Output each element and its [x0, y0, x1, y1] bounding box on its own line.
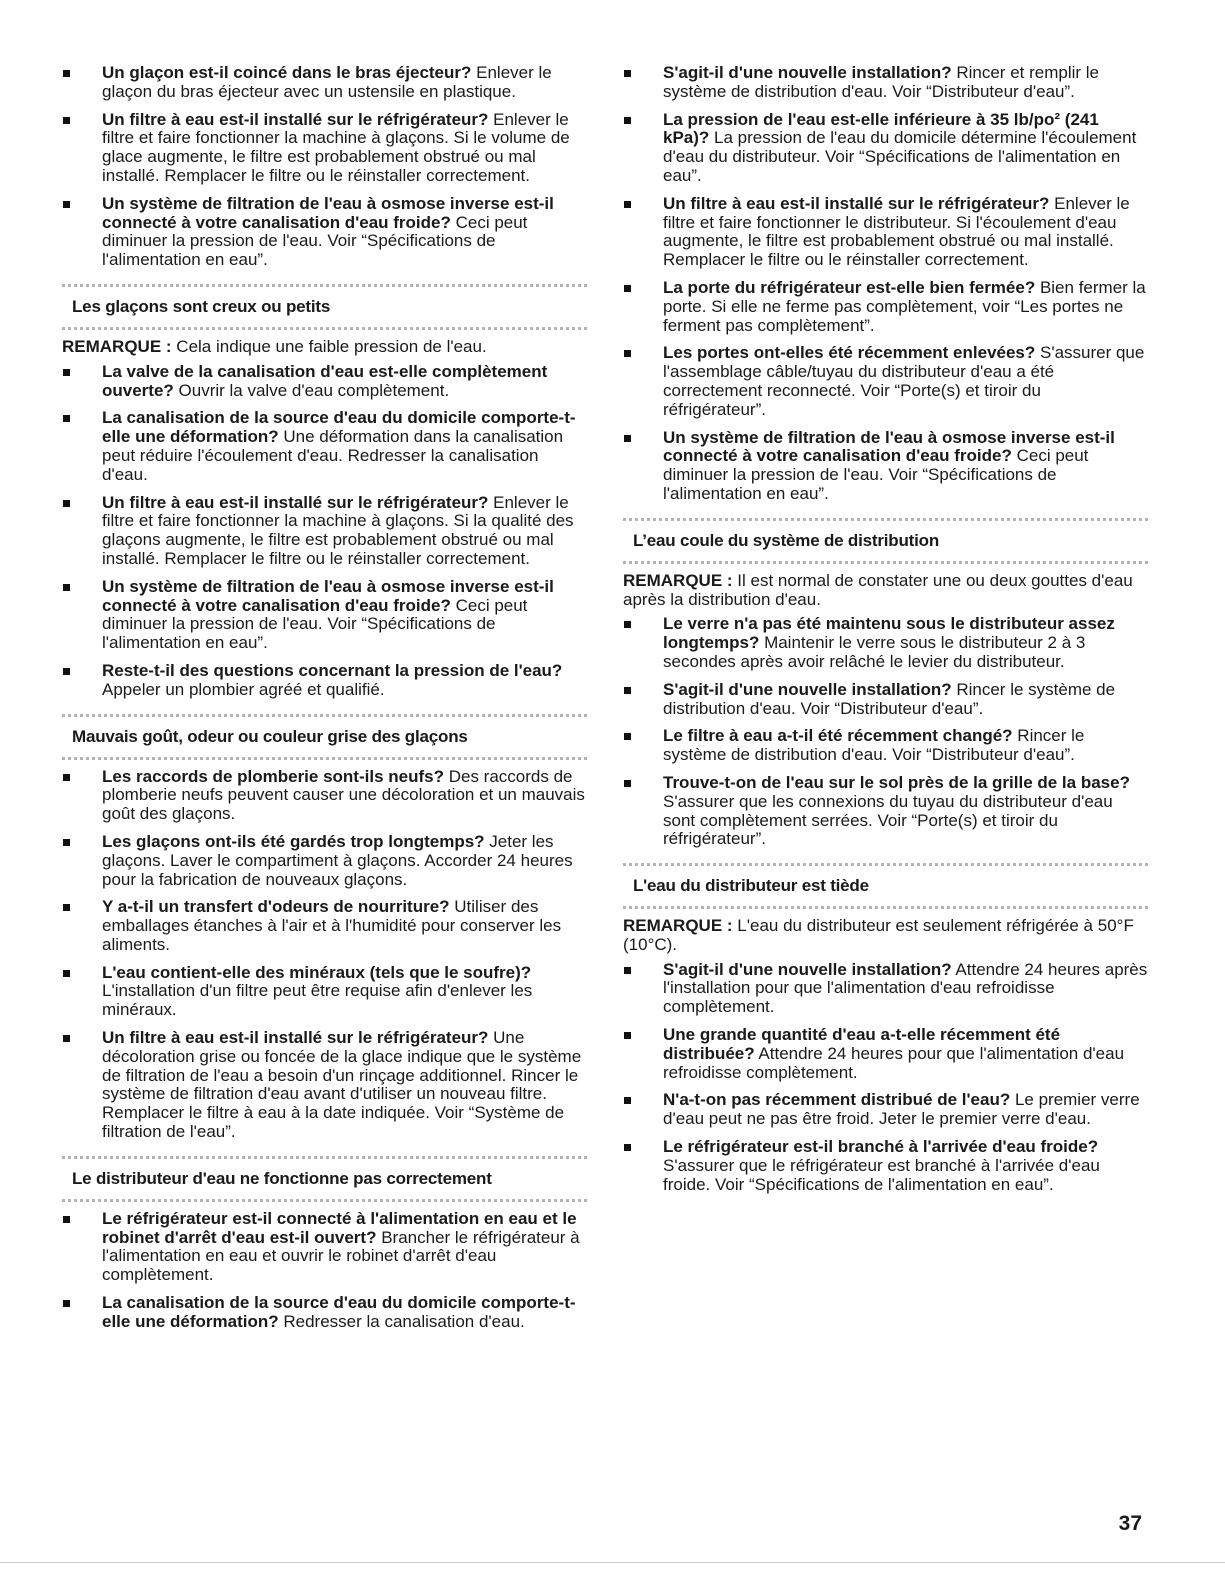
square-bullet-icon: [63, 415, 70, 422]
item-question: Un système de filtration de l'eau à osmose inverse est-il connecté à votre canalisation d'eau froide?: [663, 427, 1115, 466]
item-answer: Utiliser des emballages étanches à l'air et à l'humidité pour conserver les aliments.: [102, 897, 562, 954]
item-answer: Appeler un plombier agréé et qualifié.: [102, 679, 385, 699]
note-text: Cela indique une faible pression de l'eau.: [171, 336, 487, 356]
square-bullet-icon: [63, 70, 70, 77]
square-bullet-icon: [63, 970, 70, 977]
troubleshooting-item: [62, 494, 587, 569]
item-question: La pression de l'eau est-elle inférieure à 35 lb/po² (241 kPa)?: [663, 109, 1099, 148]
item-question: La canalisation de la source d'eau du domicile comporte-t-elle une déformation?: [102, 408, 576, 447]
troubleshooting-item: [62, 1029, 587, 1142]
item-answer: Enlever le glaçon du bras éjecteur avec un ustensile en plastique.: [102, 63, 552, 101]
item-answer: Enlever le filtre et faire fonctionner la machine à glaçons. Si le volume de glace augmente, le filtre est probablement obstrué ou mal installé. Remplacer le filtre ou le réinstaller correctement.: [102, 109, 570, 185]
item-question: Reste-t-il des questions concernant la pression de l'eau?: [102, 660, 563, 680]
item-answer: Des raccords de plomberie neufs peuvent causer une décoloration et un mauvais goût des glaçons.: [102, 766, 585, 824]
troubleshooting-item: [623, 195, 1148, 270]
troubleshooting-item: [62, 768, 587, 824]
section-heading: Mauvais goût, odeur ou couleur grise des glaçons: [62, 714, 587, 760]
item-question: Un système de filtration de l'eau à osmose inverse est-il connecté à votre canalisation d'eau froide?: [102, 193, 554, 232]
square-bullet-icon: [624, 117, 631, 124]
item-answer: Ceci peut diminuer la pression de l'eau. Voir “Spécifications de l'alimentation en eau”.: [102, 595, 528, 653]
item-question: Une grande quantité d'eau a-t-elle récemment été distribuée?: [663, 1025, 1061, 1063]
square-bullet-icon: [63, 774, 70, 781]
square-bullet-icon: [624, 967, 631, 974]
troubleshooting-item: [62, 662, 587, 700]
note-paragraph: [623, 917, 1148, 955]
item-question: Le réfrigérateur est-il connecté à l'alimentation en eau et le robinet d'arrêt d'eau est-il ouvert?: [102, 1208, 577, 1247]
item-answer: Ouvrir la valve d'eau complètement.: [173, 380, 450, 400]
item-question: La canalisation de la source d'eau du domicile comporte-t-elle une déformation?: [102, 1293, 576, 1331]
item-question: Trouve-t-on de l'eau sur le sol près de la grille de la base?: [663, 772, 1130, 792]
item-question: Les portes ont-elles été récemment enlevées?: [663, 343, 1036, 363]
note-text: L'eau du distributeur est seulement réfrigérée à 50°F (10°C).: [623, 916, 1134, 954]
square-bullet-icon: [624, 1097, 631, 1104]
square-bullet-icon: [63, 668, 70, 675]
item-question: Les raccords de plomberie sont-ils neufs?: [102, 766, 444, 786]
troubleshooting-item: [62, 363, 587, 401]
square-bullet-icon: [624, 201, 631, 208]
note-text: Il est normal de constater une ou deux gouttes d'eau après la distribution d'eau.: [623, 570, 1133, 609]
item-question: N'a-t-on pas récemment distribué de l'eau?: [663, 1090, 1011, 1110]
troubleshooting-item: [623, 1026, 1148, 1082]
item-question: Les glaçons ont-ils été gardés trop longtemps?: [102, 831, 485, 851]
right-column: [623, 64, 1148, 1203]
troubleshooting-item: [623, 727, 1148, 765]
item-question: Le verre n'a pas été maintenu sous le distributeur assez longtemps?: [663, 614, 1115, 653]
troubleshooting-item: [623, 1091, 1148, 1129]
troubleshooting-item: [623, 344, 1148, 419]
troubleshooting-item: [623, 1138, 1148, 1194]
troubleshooting-item: [62, 833, 587, 889]
item-question: S'agit-il d'une nouvelle installation?: [663, 679, 952, 699]
square-bullet-icon: [624, 70, 631, 77]
troubleshooting-item: [62, 1294, 587, 1332]
note-paragraph: [62, 338, 587, 357]
item-answer: La pression de l'eau du domicile détermine l'écoulement d'eau du distributeur. Voir “Spécifications de l'alimentation en eau”.: [663, 128, 1137, 185]
item-answer: S'assurer que l'assemblage câble/tuyau du distributeur d'eau a été correctement reconnecté. Voir “Porte(s) et tiroir du réfrigérateur”.: [663, 343, 1145, 419]
troubleshooting-item: [623, 961, 1148, 1017]
square-bullet-icon: [63, 1216, 70, 1223]
troubleshooting-item: [62, 409, 587, 484]
item-question: S'agit-il d'une nouvelle installation?: [663, 63, 952, 82]
square-bullet-icon: [624, 435, 631, 442]
troubleshooting-item: [62, 195, 587, 270]
section-heading: L'eau du distributeur est tiède: [623, 863, 1148, 909]
square-bullet-icon: [63, 369, 70, 376]
troubleshooting-item: [623, 774, 1148, 849]
square-bullet-icon: [624, 733, 631, 740]
item-answer: Rincer et remplir le système de distribution d'eau. Voir “Distributeur d'eau”.: [663, 63, 1099, 101]
item-answer: Enlever le filtre et faire fonctionner la machine à glaçons. Si la qualité des glaçons augmente, le filtre est probablement obstrué ou mal installé. Remplacer le filtre ou le réinstaller correctement.: [102, 492, 574, 568]
item-question: L'eau contient-elle des minéraux (tels que le soufre)?: [102, 962, 532, 982]
item-answer: Enlever le filtre et faire fonctionner le distributeur. Si l'écoulement d'eau augmente, le filtre est probablement obstrué ou mal installé. Remplacer le filtre ou le réinstaller correctement.: [663, 193, 1130, 270]
troubleshooting-item: [62, 1210, 587, 1285]
troubleshooting-item: [623, 429, 1148, 504]
troubleshooting-item: [62, 111, 587, 186]
item-question: Y a-t-il un transfert d'odeurs de nourriture?: [102, 897, 450, 917]
note-label: REMARQUE :: [623, 570, 733, 590]
square-bullet-icon: [63, 117, 70, 124]
square-bullet-icon: [63, 1300, 70, 1307]
item-answer: Rincer le système de distribution d'eau. Voir “Distributeur d'eau”.: [663, 726, 1085, 765]
section-heading: Les glaçons sont creux ou petits: [62, 284, 587, 330]
item-answer: Attendre 24 heures après l'installation pour que l'alimentation d'eau refroidisse complètement.: [663, 959, 1148, 1017]
square-bullet-icon: [624, 1032, 631, 1039]
item-question: Le filtre à eau a-t-il été récemment changé?: [663, 726, 1013, 746]
section-heading: Le distributeur d'eau ne fonctionne pas correctement: [62, 1156, 587, 1202]
troubleshooting-item: [623, 111, 1148, 186]
square-bullet-icon: [63, 904, 70, 911]
troubleshooting-item: [623, 681, 1148, 719]
item-answer: Jeter les glaçons. Laver le compartiment à glaçons. Accorder 24 heures pour la fabrication de nouveaux glaçons.: [102, 831, 573, 889]
item-answer: Ceci peut diminuer la pression de l'eau. Voir “Spécifications de l'alimentation en eau”.: [663, 446, 1089, 503]
note-paragraph: [623, 572, 1148, 610]
item-question: Un filtre à eau est-il installé sur le réfrigérateur?: [102, 1028, 489, 1048]
item-answer: S'assurer que les connexions du tuyau du distributeur d'eau sont complètement serrées. Voir “Porte(s) et tiroir du réfrigérateur”.: [663, 791, 1113, 849]
section-heading: L’eau coule du système de distribution: [623, 518, 1148, 564]
item-question: Un filtre à eau est-il installé sur le réfrigérateur?: [102, 109, 489, 129]
item-question: S'agit-il d'une nouvelle installation?: [663, 959, 952, 979]
item-answer: Redresser la canalisation d'eau.: [278, 1311, 525, 1331]
square-bullet-icon: [624, 687, 631, 694]
item-question: Le réfrigérateur est-il branché à l'arrivée d'eau froide?: [663, 1137, 1099, 1157]
square-bullet-icon: [63, 584, 70, 591]
item-question: Un glaçon est-il coincé dans le bras éjecteur?: [102, 63, 472, 82]
item-question: La valve de la canalisation d'eau est-elle complètement ouverte?: [102, 361, 548, 400]
square-bullet-icon: [624, 1144, 631, 1151]
item-answer: Une décoloration grise ou foncée de la glace indique que le système de filtration de l'eau a besoin d'un rinçage additionnel. Rincer le système de filtration d'eau avant d'utiliser un nouveau filtre. Remplacer le filtre à eau à la date indiquée. Voir “Système de filtration de l'eau”.: [102, 1028, 582, 1142]
square-bullet-icon: [624, 780, 631, 787]
troubleshooting-item: [62, 578, 587, 653]
item-answer: Maintenir le verre sous le distributeur 2 à 3 secondes après avoir relâché le levier du distributeur.: [663, 633, 1086, 671]
item-answer: Attendre 24 heures pour que l'alimentation d'eau refroidisse complètement.: [663, 1043, 1125, 1082]
item-question: La porte du réfrigérateur est-elle bien fermée?: [663, 277, 1036, 297]
troubleshooting-item: [623, 279, 1148, 335]
square-bullet-icon: [624, 285, 631, 292]
troubleshooting-item: [62, 64, 587, 102]
item-answer: Le premier verre d'eau peut ne pas être froid. Jeter le premier verre d'eau.: [663, 1090, 1140, 1129]
item-answer: Brancher le réfrigérateur à l'alimentation en eau et ouvrir le robinet d'arrêt d'eau complètement.: [102, 1227, 580, 1285]
item-answer: Une déformation dans la canalisation peut réduire l'écoulement d'eau. Redresser la canalisation d'eau.: [102, 427, 564, 484]
square-bullet-icon: [63, 839, 70, 846]
item-answer: Ceci peut diminuer la pression de l'eau. Voir “Spécifications de l'alimentation en eau”.: [102, 212, 528, 270]
item-question: Un système de filtration de l'eau à osmose inverse est-il connecté à votre canalisation d'eau froide?: [102, 576, 554, 615]
troubleshooting-item: [62, 898, 587, 954]
note-label: REMARQUE :: [623, 916, 733, 936]
troubleshooting-item: [623, 64, 1148, 102]
left-column: [62, 64, 587, 1341]
item-question: Un filtre à eau est-il installé sur le réfrigérateur?: [102, 492, 489, 512]
square-bullet-icon: [63, 201, 70, 208]
item-answer: Bien fermer la porte. Si elle ne ferme pas complètement, voir “Les portes ne ferment pas complètement”.: [663, 277, 1146, 335]
troubleshooting-item: [623, 615, 1148, 671]
item-answer: Rincer le système de distribution d'eau. Voir “Distributeur d'eau”.: [663, 679, 1116, 718]
square-bullet-icon: [63, 1035, 70, 1042]
square-bullet-icon: [624, 350, 631, 357]
item-answer: S'assurer que le réfrigérateur est branché à l'arrivée d'eau froide. Voir “Spécifications de l'alimentation en eau”.: [663, 1155, 1100, 1194]
troubleshooting-item: [62, 964, 587, 1020]
item-question: Un filtre à eau est-il installé sur le réfrigérateur?: [663, 193, 1050, 213]
page-number: 37: [1118, 1512, 1142, 1535]
note-label: REMARQUE :: [62, 336, 172, 356]
item-answer: L'installation d'un filtre peut être requise afin d'enlever les minéraux.: [102, 981, 533, 1020]
square-bullet-icon: [624, 621, 631, 628]
bottom-rule: [0, 1562, 1225, 1563]
square-bullet-icon: [63, 500, 70, 507]
